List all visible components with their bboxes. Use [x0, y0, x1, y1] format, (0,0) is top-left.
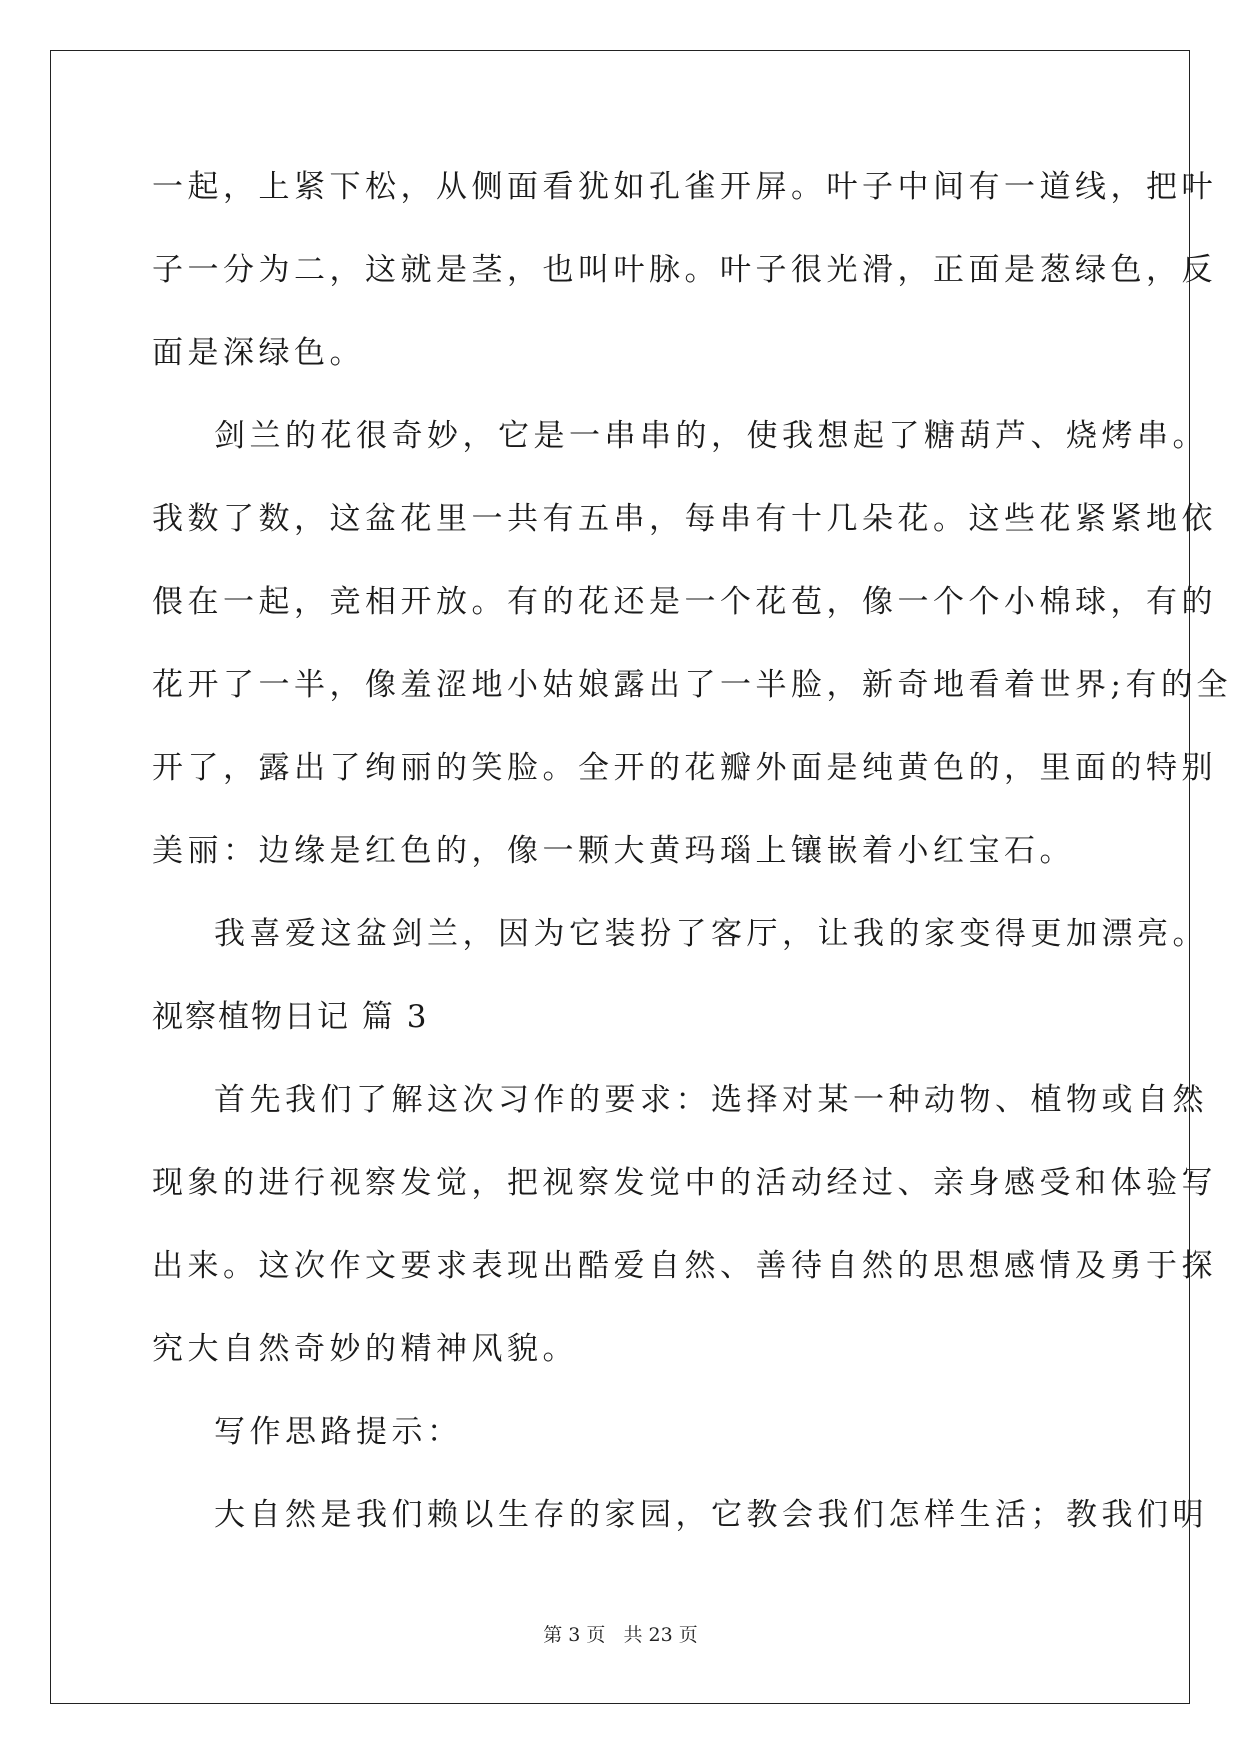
- text-line: 我数了数，这盆花里一共有五串，每串有十几朵花。这些花紧紧地依: [152, 501, 1217, 537]
- paragraph-start: 写作思路提示：: [214, 1414, 463, 1450]
- text-line: 面是深绿色。: [152, 335, 365, 371]
- page-number: 第 3 页: [543, 1624, 606, 1646]
- document-body: [152, 146, 1232, 1557]
- text-line: 出来。这次作文要求表现出酷爱自然、善待自然的思想感情及勇于探: [152, 1248, 1217, 1284]
- page-total: 共 23 页: [623, 1624, 698, 1646]
- text-line: 一起，上紧下松，从侧面看犹如孔雀开屏。叶子中间有一道线，把叶: [152, 169, 1217, 205]
- text-line: 开了，露出了绚丽的笑脸。全开的花瓣外面是纯黄色的，里面的特别: [152, 750, 1217, 786]
- paragraph-start: 我喜爱这盆剑兰，因为它装扮了客厅，让我的家变得更加漂亮。: [214, 916, 1208, 952]
- text-line: 偎在一起，竞相开放。有的花还是一个花苞，像一个个小棉球，有的: [152, 584, 1217, 620]
- paragraph-start: 剑兰的花很奇妙，它是一串串的，使我想起了糖葫芦、烧烤串。: [214, 418, 1208, 454]
- text-line: 现象的进行视察发觉，把视察发觉中的活动经过、亲身感受和体验写: [152, 1165, 1217, 1201]
- text-line: 子一分为二，这就是茎，也叫叶脉。叶子很光滑，正面是葱绿色，反: [152, 252, 1217, 288]
- text-line: 究大自然奇妙的精神风貌。: [152, 1331, 578, 1367]
- page-footer: [0, 1620, 1241, 1647]
- paragraph-start: 大自然是我们赖以生存的家园，它教会我们怎样生活；教我们明: [214, 1497, 1208, 1533]
- text-line: 美丽：边缘是红色的，像一颗大黄玛瑙上镶嵌着小红宝石。: [152, 833, 1075, 869]
- section-heading: 视察植物日记 篇 3: [152, 999, 429, 1035]
- text-line: 花开了一半，像羞涩地小姑娘露出了一半脸，新奇地看着世界;有的全: [152, 667, 1232, 703]
- paragraph-start: 首先我们了解这次习作的要求：选择对某一种动物、植物或自然: [214, 1082, 1208, 1118]
